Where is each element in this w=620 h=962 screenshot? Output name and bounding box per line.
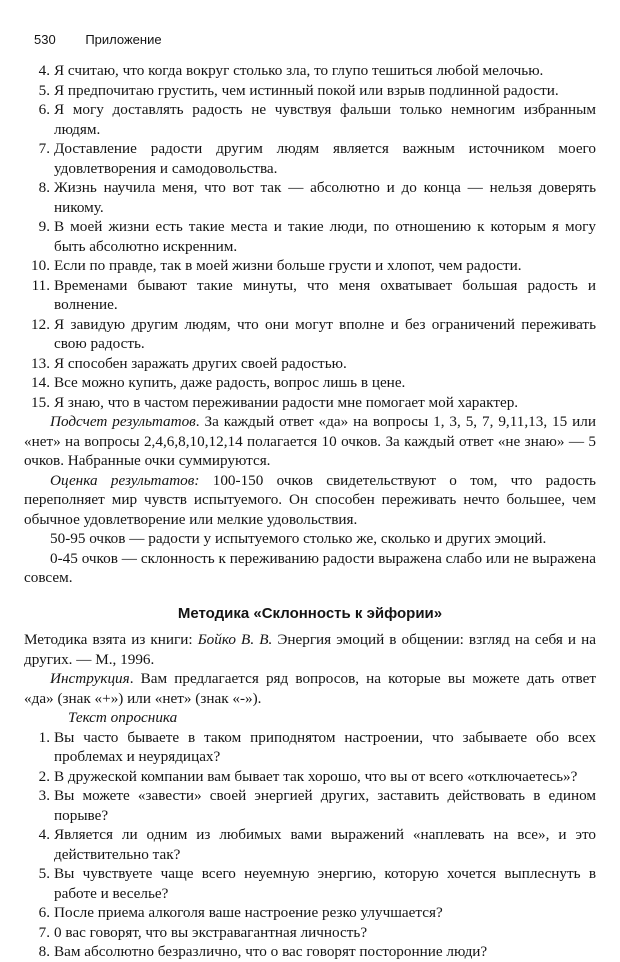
item-text: Я завидую другим людям, что они могут вполне и без ограничений переживать свою радость. [54,315,596,352]
list-item [24,373,596,393]
item-text: Если по правде, так в моей жизни больше грусти и хлопот, чем радости. [54,257,522,274]
item-number: 11. [31,276,50,294]
item-number: 6. [38,904,50,921]
list-item [24,864,596,903]
list-item [24,767,596,787]
source-paragraph [24,630,596,669]
list-item [24,903,596,923]
instruction-label: Инструкция [50,670,130,687]
list-item [24,139,596,178]
list-item [24,393,596,413]
list-item [24,276,596,315]
list-item [24,923,596,943]
source-author: Бойко В. В. [197,631,273,648]
item-text: Я способен заражать других своей радостью. [54,354,347,372]
item-text: Я знаю, что в частом переживании радости мне помогает мой характер. [54,393,519,411]
item-number: 10. [31,257,50,274]
item-number: 9. [38,218,50,235]
item-text: Я могу доставлять радость не чувствуя фальши только немногим избранным людям. [54,101,596,138]
item-number: 1. [38,728,50,746]
item-number: 5. [38,865,50,882]
list-item [24,178,596,217]
item-number: 3. [38,787,50,804]
source-prefix: Методика взята из книги: [24,631,198,648]
item-number: 6. [38,101,50,118]
item-text: В дружеской компании вам бывает так хорошо, что вы от всего «отключаетесь»? [54,767,578,785]
page-body [24,61,596,962]
list-item [24,786,596,825]
item-text: Вы часто бываете в таком приподнятом настроении, что забываете обо всех проблемах и неурядицах? [54,728,596,765]
source-rest: Энергия эмоций в общении: взгляд на себя и на других. — М., 1996. [24,631,596,668]
item-text: В моей жизни есть такие места и такие люди, по отношению к которым я могу быть абсолютно искренним. [54,218,596,255]
item-text: Вы можете «завести» своей энергией других, заставить действовать в едином порыве? [54,787,596,824]
item-text: 0 вас говорят, что вы экстравагантная личность? [54,923,368,941]
item-text: Вам абсолютно безразлично, что о вас говорят посторонние люди? [54,943,488,960]
item-text: Я считаю, что когда вокруг столько зла, то глупо тешиться любой мелочью. [54,62,544,79]
list-item [24,81,596,101]
list-item [24,217,596,256]
running-title: Приложение [85,32,162,47]
item-text: Временами бывают такие минуты, что меня охватывает большая радость и волнение. [54,276,596,313]
scoring-text: . За каждый ответ «да» на вопросы 1, 3, 5, 7, 9,11,13, 15 или «нет» на вопросы 2,4,6,8,10,12,14 полагается 10 очков. За каждый ответ «не знаю» — 5 очков. Набранные очки суммируются. [24,413,596,469]
item-text: Является ли одним из любимых вами выражений «наплевать на все», и это действительно так? [54,826,596,863]
range-mid: 50-95 очков — радости у испытуемого столько же, сколько и других эмоций. [50,530,547,547]
item-text: Все можно купить, даже радость, вопрос лишь в цене. [54,374,406,391]
list-item [24,942,596,962]
list-item [24,61,596,81]
item-text: Вы чувствуете чаще всего неуемную энергию, которую хочется выплеснуть в работе и веселье? [54,865,596,902]
item-number: 15. [31,393,50,411]
item-number: 4. [38,62,50,79]
scoring-paragraph [24,412,596,471]
scoring-label: Подсчет результатов [50,413,196,430]
statement-list [24,61,596,412]
item-number: 5. [38,81,50,99]
item-number: 12. [31,315,50,333]
page-number: 530 [34,32,56,47]
evaluation-paragraph [24,471,596,530]
item-text: Доставление радости другим людям является важным источником моего удовлетворения и самодовольства. [54,140,596,177]
list-item [24,100,596,139]
list-item [24,825,596,864]
item-number: 7. [38,140,50,157]
range-low: 0-45 очков — склонность к переживанию радости выражена слабо или не выражена совсем. [24,549,596,586]
item-number: 7. [38,923,50,941]
item-text: Жизнь научила меня, что вот так — абсолютно и до конца — нельзя доверять никому. [54,179,596,216]
item-number: 4. [38,826,50,843]
item-text: Я предпочитаю грустить, чем истинный покой или взрыв подлинной радости. [54,81,559,99]
list-item [24,728,596,767]
item-number: 8. [38,943,50,960]
running-header [34,32,162,52]
item-number: 2. [38,767,50,785]
questionnaire-title: Текст опросника [68,709,178,726]
item-text: После приема алкоголя ваше настроение резко улучшается? [54,904,443,921]
list-item [24,256,596,276]
item-number: 8. [38,179,50,196]
item-number: 13. [31,354,50,372]
item-number: 14. [31,374,50,391]
question-list [24,728,596,962]
instruction-paragraph [24,669,596,708]
evaluation-label: Оценка результатов: [50,471,200,489]
list-item [24,315,596,354]
evaluation-text: 100-150 очков свидетельствуют о том, что радость переполняет мир чувств испытуемого. Он способен переживать нечто большее, чем обычное удовлетворение или мелкие удовольствия. [24,471,596,528]
list-item [24,354,596,374]
section-title: Методика «Склонность к эйфории» [177,604,443,622]
instruction-text: . Вам предлагается ряд вопросов, на которые вы можете дать ответ «да» (знак «+») или «нет» (знак «-»). [24,670,596,707]
